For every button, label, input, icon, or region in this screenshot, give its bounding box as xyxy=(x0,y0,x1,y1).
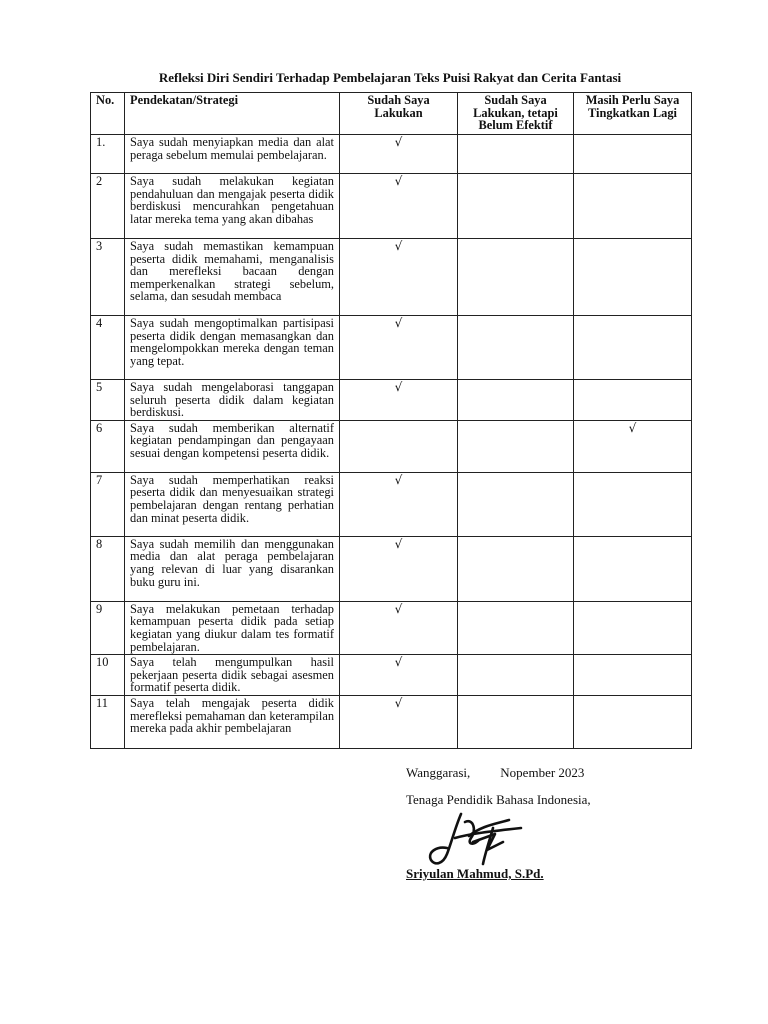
row-strategy: Saya sudah memperhatikan reaksi peserta didik dan menyesuaikan strategi pembelajaran dengan rentang perhatian dan minat peserta didik. xyxy=(125,472,340,536)
row-no: 3 xyxy=(91,239,125,316)
row-done-ineffective-mark xyxy=(458,601,574,654)
header-done: Sudah Saya Lakukan xyxy=(340,93,458,135)
row-no: 8 xyxy=(91,536,125,601)
row-improve-mark xyxy=(574,239,692,316)
header-done-ineffective: Sudah Saya Lakukan, tetapi Belum Efektif xyxy=(458,93,574,135)
place-name: Wanggarasi, xyxy=(406,765,471,780)
row-strategy: Saya sudah menyiapkan media dan alat peraga sebelum memulai pembelajaran. xyxy=(125,135,340,174)
row-done-ineffective-mark xyxy=(458,420,574,472)
row-improve-mark xyxy=(574,380,692,421)
row-strategy: Saya sudah memilih dan menggunakan media dan alat peraga pembelajaran yang relevan di luar yang disarankan buku guru ini. xyxy=(125,536,340,601)
row-done-mark: √ xyxy=(340,601,458,654)
row-no: 1. xyxy=(91,135,125,174)
table-row xyxy=(91,655,692,696)
row-improve-mark xyxy=(574,472,692,536)
row-done-mark xyxy=(340,420,458,472)
header-improve: Masih Perlu Saya Tingkatkan Lagi xyxy=(574,93,692,135)
reflection-table xyxy=(90,92,692,749)
header-strategy: Pendekatan/Strategi xyxy=(125,93,340,135)
table-row xyxy=(91,420,692,472)
row-no: 4 xyxy=(91,316,125,380)
row-strategy: Saya telah mengajak peserta didik merefleksi pemahaman dan keterampilan mereka pada akhir pembelajaran xyxy=(125,695,340,748)
row-no: 10 xyxy=(91,655,125,696)
row-done-ineffective-mark xyxy=(458,174,574,239)
row-done-mark: √ xyxy=(340,472,458,536)
row-done-mark: √ xyxy=(340,174,458,239)
table-row xyxy=(91,695,692,748)
row-done-mark: √ xyxy=(340,380,458,421)
row-done-mark: √ xyxy=(340,239,458,316)
table-header-row xyxy=(91,93,692,135)
row-improve-mark xyxy=(574,536,692,601)
row-done-mark: √ xyxy=(340,655,458,696)
row-no: 9 xyxy=(91,601,125,654)
row-no: 11 xyxy=(91,695,125,748)
row-no: 6 xyxy=(91,420,125,472)
signer-role: Tenaga Pendidik Bahasa Indonesia, xyxy=(406,792,591,807)
row-done-ineffective-mark xyxy=(458,239,574,316)
row-done-mark: √ xyxy=(340,536,458,601)
row-strategy: Saya sudah mengelaborasi tanggapan seluruh peserta didik dalam kegiatan berdiskusi. xyxy=(125,380,340,421)
row-no: 5 xyxy=(91,380,125,421)
row-improve-mark xyxy=(574,655,692,696)
signer-name: Sriyulan Mahmud, S.Pd. xyxy=(406,866,544,881)
table-row xyxy=(91,316,692,380)
row-strategy: Saya sudah memastikan kemampuan peserta didik memahami, menganalisis dan merefleksi bacaan dengan memperkenalkan strategi sebelum, selama, dan sesudah membaca xyxy=(125,239,340,316)
table-row xyxy=(91,536,692,601)
row-strategy: Saya melakukan pemetaan terhadap kemampuan peserta didik pada setiap kegiatan yang diukur dalam tes formatif pembelajaran. xyxy=(125,601,340,654)
row-done-ineffective-mark xyxy=(458,536,574,601)
row-improve-mark xyxy=(574,316,692,380)
row-no: 2 xyxy=(91,174,125,239)
row-strategy: Saya telah mengumpulkan hasil pekerjaan peserta didik sebagai asesmen formatif peserta didik. xyxy=(125,655,340,696)
row-strategy: Saya sudah mengoptimalkan partisipasi peserta didik dengan memasangkan dan mengelompokkan mereka dengan teman yang tepat. xyxy=(125,316,340,380)
table-row xyxy=(91,174,692,239)
header-no: No. xyxy=(91,93,125,135)
row-done-ineffective-mark xyxy=(458,316,574,380)
row-improve-mark xyxy=(574,695,692,748)
document-date: Nopember 2023 xyxy=(500,765,585,780)
row-done-mark: √ xyxy=(340,135,458,174)
document-title: Refleksi Diri Sendiri Terhadap Pembelajaran Teks Puisi Rakyat dan Cerita Fantasi xyxy=(158,70,622,85)
row-done-ineffective-mark xyxy=(458,135,574,174)
table-row xyxy=(91,380,692,421)
table-row xyxy=(91,601,692,654)
row-strategy: Saya sudah melakukan kegiatan pendahuluan dan mengajak peserta didik berdiskusi mencurahkan pengetahuan latar mereka tema yang akan dibahas xyxy=(125,174,340,239)
row-improve-mark: √ xyxy=(574,420,692,472)
row-done-ineffective-mark xyxy=(458,655,574,696)
row-done-mark: √ xyxy=(340,695,458,748)
row-done-ineffective-mark xyxy=(458,695,574,748)
row-strategy: Saya sudah memberikan alternatif kegiatan pendampingan dan pengayaan sesuai dengan kompetensi peserta didik. xyxy=(125,420,340,472)
row-improve-mark xyxy=(574,135,692,174)
row-improve-mark xyxy=(574,174,692,239)
table-row xyxy=(91,472,692,536)
row-improve-mark xyxy=(574,601,692,654)
row-no: 7 xyxy=(91,472,125,536)
row-done-ineffective-mark xyxy=(458,380,574,421)
table-row xyxy=(91,239,692,316)
handwritten-signature xyxy=(425,808,525,870)
row-done-ineffective-mark xyxy=(458,472,574,536)
place-date-line xyxy=(406,765,584,781)
table-row xyxy=(91,135,692,174)
row-done-mark: √ xyxy=(340,316,458,380)
table-body xyxy=(91,135,692,749)
